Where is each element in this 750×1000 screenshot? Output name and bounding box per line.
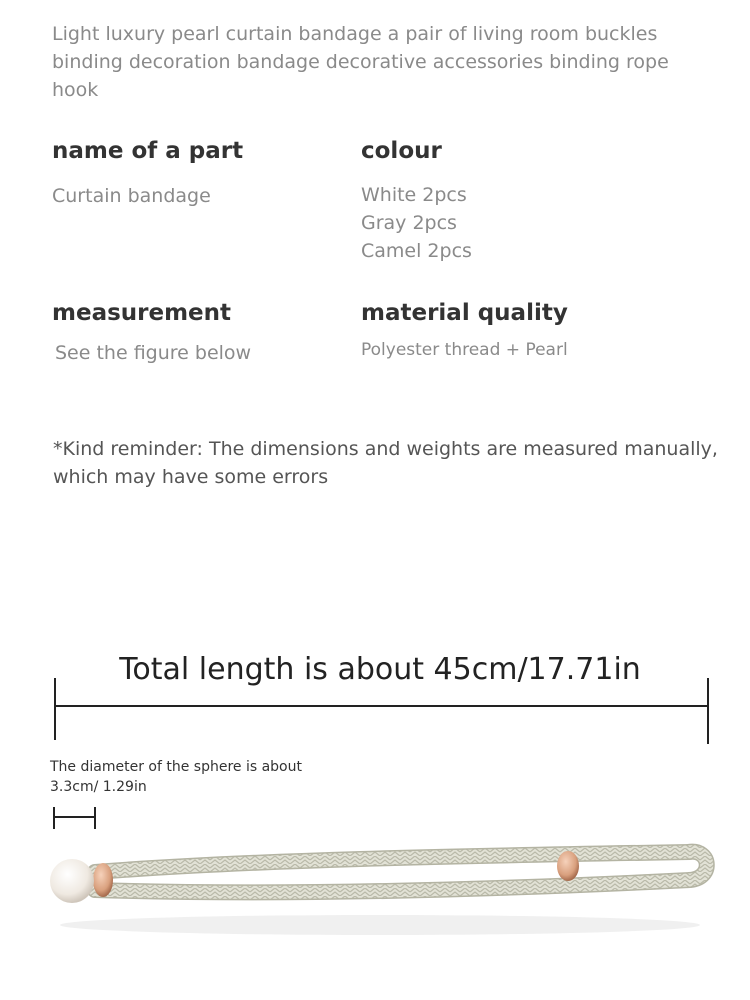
diameter-label-line2: 3.3cm/ 1.29in: [50, 779, 147, 795]
slider-bead: [557, 851, 579, 881]
product-description: Light luxury pearl curtain bandage a pair of living room buckles binding decoration bandage decorative accessories binding rope hook: [52, 23, 669, 101]
pearl-sphere: [50, 859, 94, 903]
colour-heading: colour: [361, 138, 442, 164]
diameter-dimension-line: [54, 807, 95, 829]
kind-reminder: *Kind reminder: The dimensions and weights are measured manually, which may have some errors: [53, 438, 718, 488]
material-heading: material quality: [361, 300, 568, 326]
colour-value-camel: Camel 2pcs: [361, 240, 472, 262]
colour-value-gray: Gray 2pcs: [361, 212, 457, 234]
material-value: Polyester thread + Pearl: [361, 340, 568, 360]
total-length-label: Total length is about 45cm/17.71in: [119, 652, 641, 687]
end-cap-bead: [93, 863, 113, 897]
rope-product-image: [50, 851, 707, 935]
measurement-value: See the figure below: [55, 342, 252, 364]
part-name-value: Curtain bandage: [52, 185, 211, 207]
colour-value-white: White 2pcs: [361, 184, 467, 206]
diameter-label-line1: The diameter of the sphere is about: [50, 759, 302, 775]
total-length-dimension-line: [55, 678, 708, 744]
measurement-heading: measurement: [52, 300, 232, 326]
part-name-heading: name of a part: [52, 138, 244, 164]
